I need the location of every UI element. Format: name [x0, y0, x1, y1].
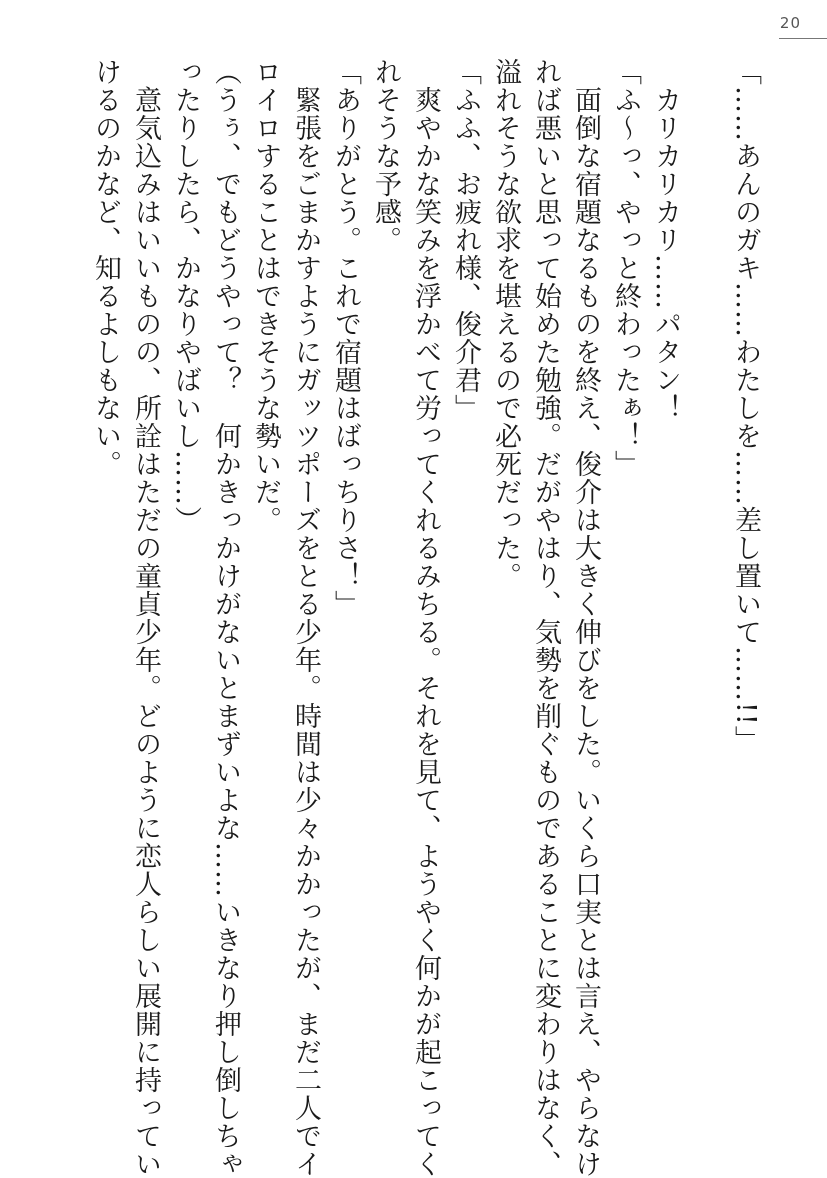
text-line: 「……あんのガキ……わたしを……差し置いて……!!」	[730, 58, 761, 754]
text-line: ったりしたら、かなりやばいし……）	[170, 58, 201, 534]
blank-line	[685, 58, 725, 1118]
text-line: けるのかなど、知るよしもない。	[90, 58, 121, 478]
page-number: 20	[779, 14, 801, 32]
text-line: れば悪いと思って始めた勉強。だがやはり、気勢を削ぐものであることに変わりはなく、	[530, 58, 561, 1178]
text-line: 「ありがとう。これで宿題はばっちりさ！」	[330, 58, 361, 618]
text-line: カリカリカリ……パタン！	[650, 58, 681, 422]
text-line: ロイロすることはできそうな勢いだ。	[250, 58, 281, 534]
text-line: 爽やかな笑みを浮かべて労ってくれるみちる。それを見て、ようやく何かが起こってく	[410, 58, 441, 1178]
text-line: れそうな予感。	[370, 58, 401, 254]
text-line: 「ふふ、お疲れ様、俊介君」	[450, 58, 481, 422]
text-line: 「ふ～っ、やっと終わったぁ！」	[610, 58, 641, 478]
text-line: （うぅ、でもどうやって？ 何かきっかけがないとまずいよな……いきなり押し倒しちゃ	[210, 58, 241, 1178]
body-text	[85, 58, 765, 1178]
text-line: 溢れそうな欲求を堪えるので必死だった。	[490, 58, 521, 590]
text-line: 面倒な宿題なるものを終え、俊介は大きく伸びをした。いくら口実とは言え、やらなけ	[570, 58, 601, 1178]
page-number-rule	[779, 38, 827, 39]
text-line: 意気込みはいいものの、所詮はただの童貞少年。どのように恋人らしい展開に持ってい	[130, 58, 161, 1178]
text-line: 緊張をごまかすようにガッツポーズをとる少年。時間は少々かかったが、まだ二人でイ	[290, 58, 321, 1178]
